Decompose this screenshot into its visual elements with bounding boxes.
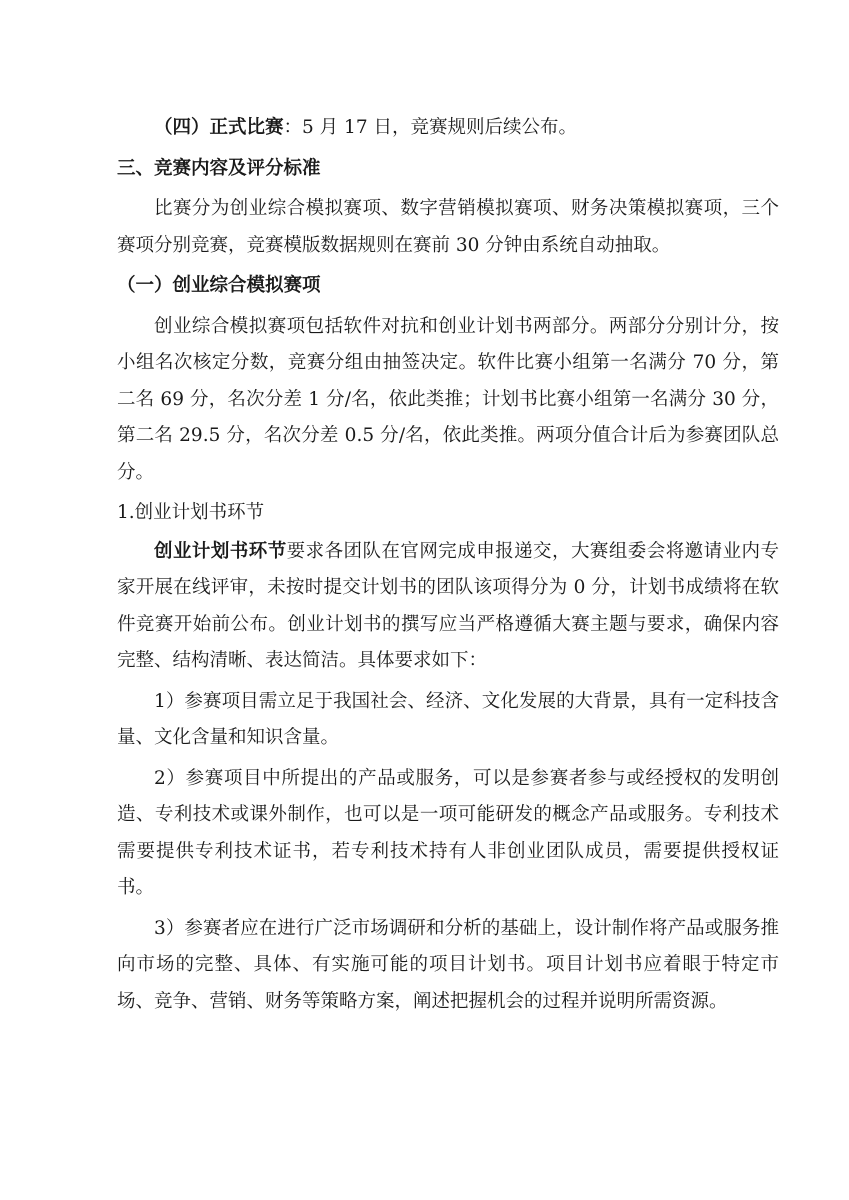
item-paragraph-business-plan	[117, 534, 779, 680]
subsection-heading-startup-simulation	[117, 268, 779, 305]
section-intro-paragraph: 比赛分为创业综合模拟赛项、数字营销模拟赛项、财务决策模拟赛项，三个赛项分别竞赛，竞赛模版数据规则在赛前 30 分钟由系统自动抽取。	[117, 198, 779, 256]
section-heading-competition-content: 三、竞赛内容及评分标准	[117, 157, 321, 179]
requirement-2: 2）参赛项目中所提出的产品或服务，可以是参赛者参与或经授权的发明创造、专利技术或课外制作，也可以是一项可能研发的概念产品或服务。专利技术需要提供专利技术证书，若专利技术持有人非创业团队成员，需要提供授权证书。	[117, 767, 779, 898]
item-paragraph-text: 要求各团队在官网完成申报递交，大赛组委会将邀请业内专家开展在线评审，未按时提交计划书的团队该项得分为 0 分，计划书成绩将在软件竞赛开始前公布。创业计划书的撰写应当严格遵循大赛主题与要求，确保内容完整、结构清晰、表达简洁。具体要求如下：	[117, 540, 779, 671]
item-paragraph-lead: 创业计划书环节	[154, 540, 287, 562]
item-heading-business-plan: 1.创业计划书环节	[117, 502, 265, 523]
requirement-1: 1）参赛项目需立足于我国社会、经济、文化发展的大背景，具有一定科技含量、文化含量和知识含量。	[117, 690, 779, 748]
subsection-paragraph-scoring: 创业综合模拟赛项包括软件对抗和创业计划书两部分。两部分分别计分，按小组名次核定分数，竞赛分组由抽签决定。软件比赛小组第一名满分 70 分，第二名 69 分，名次分差 1 分/名，依此类推；计划书比赛小组第一名满分 30 分，第二名 29.5 分，名次分差 0.5 分/名，依此类推。两项分值合计后为参赛团队总分。	[117, 315, 779, 483]
subsection-heading-text: （一）创业综合模拟赛项	[117, 275, 321, 296]
document-body	[117, 110, 779, 1024]
schedule-item-label: （四）正式比赛	[154, 117, 284, 138]
schedule-item-formal-competition	[117, 110, 779, 147]
requirement-3: 3）参赛者应在进行广泛市场调研和分析的基础上，设计制作将产品或服务推向市场的完整、具体、有实施可能的项目计划书。项目计划书应着眼于特定市场、竞争、营销、财务等策略方案，阐述把握机会的过程并说明所需资源。	[117, 917, 779, 1012]
schedule-item-text: ：5 月 17 日，竞赛规则后续公布。	[283, 117, 577, 138]
